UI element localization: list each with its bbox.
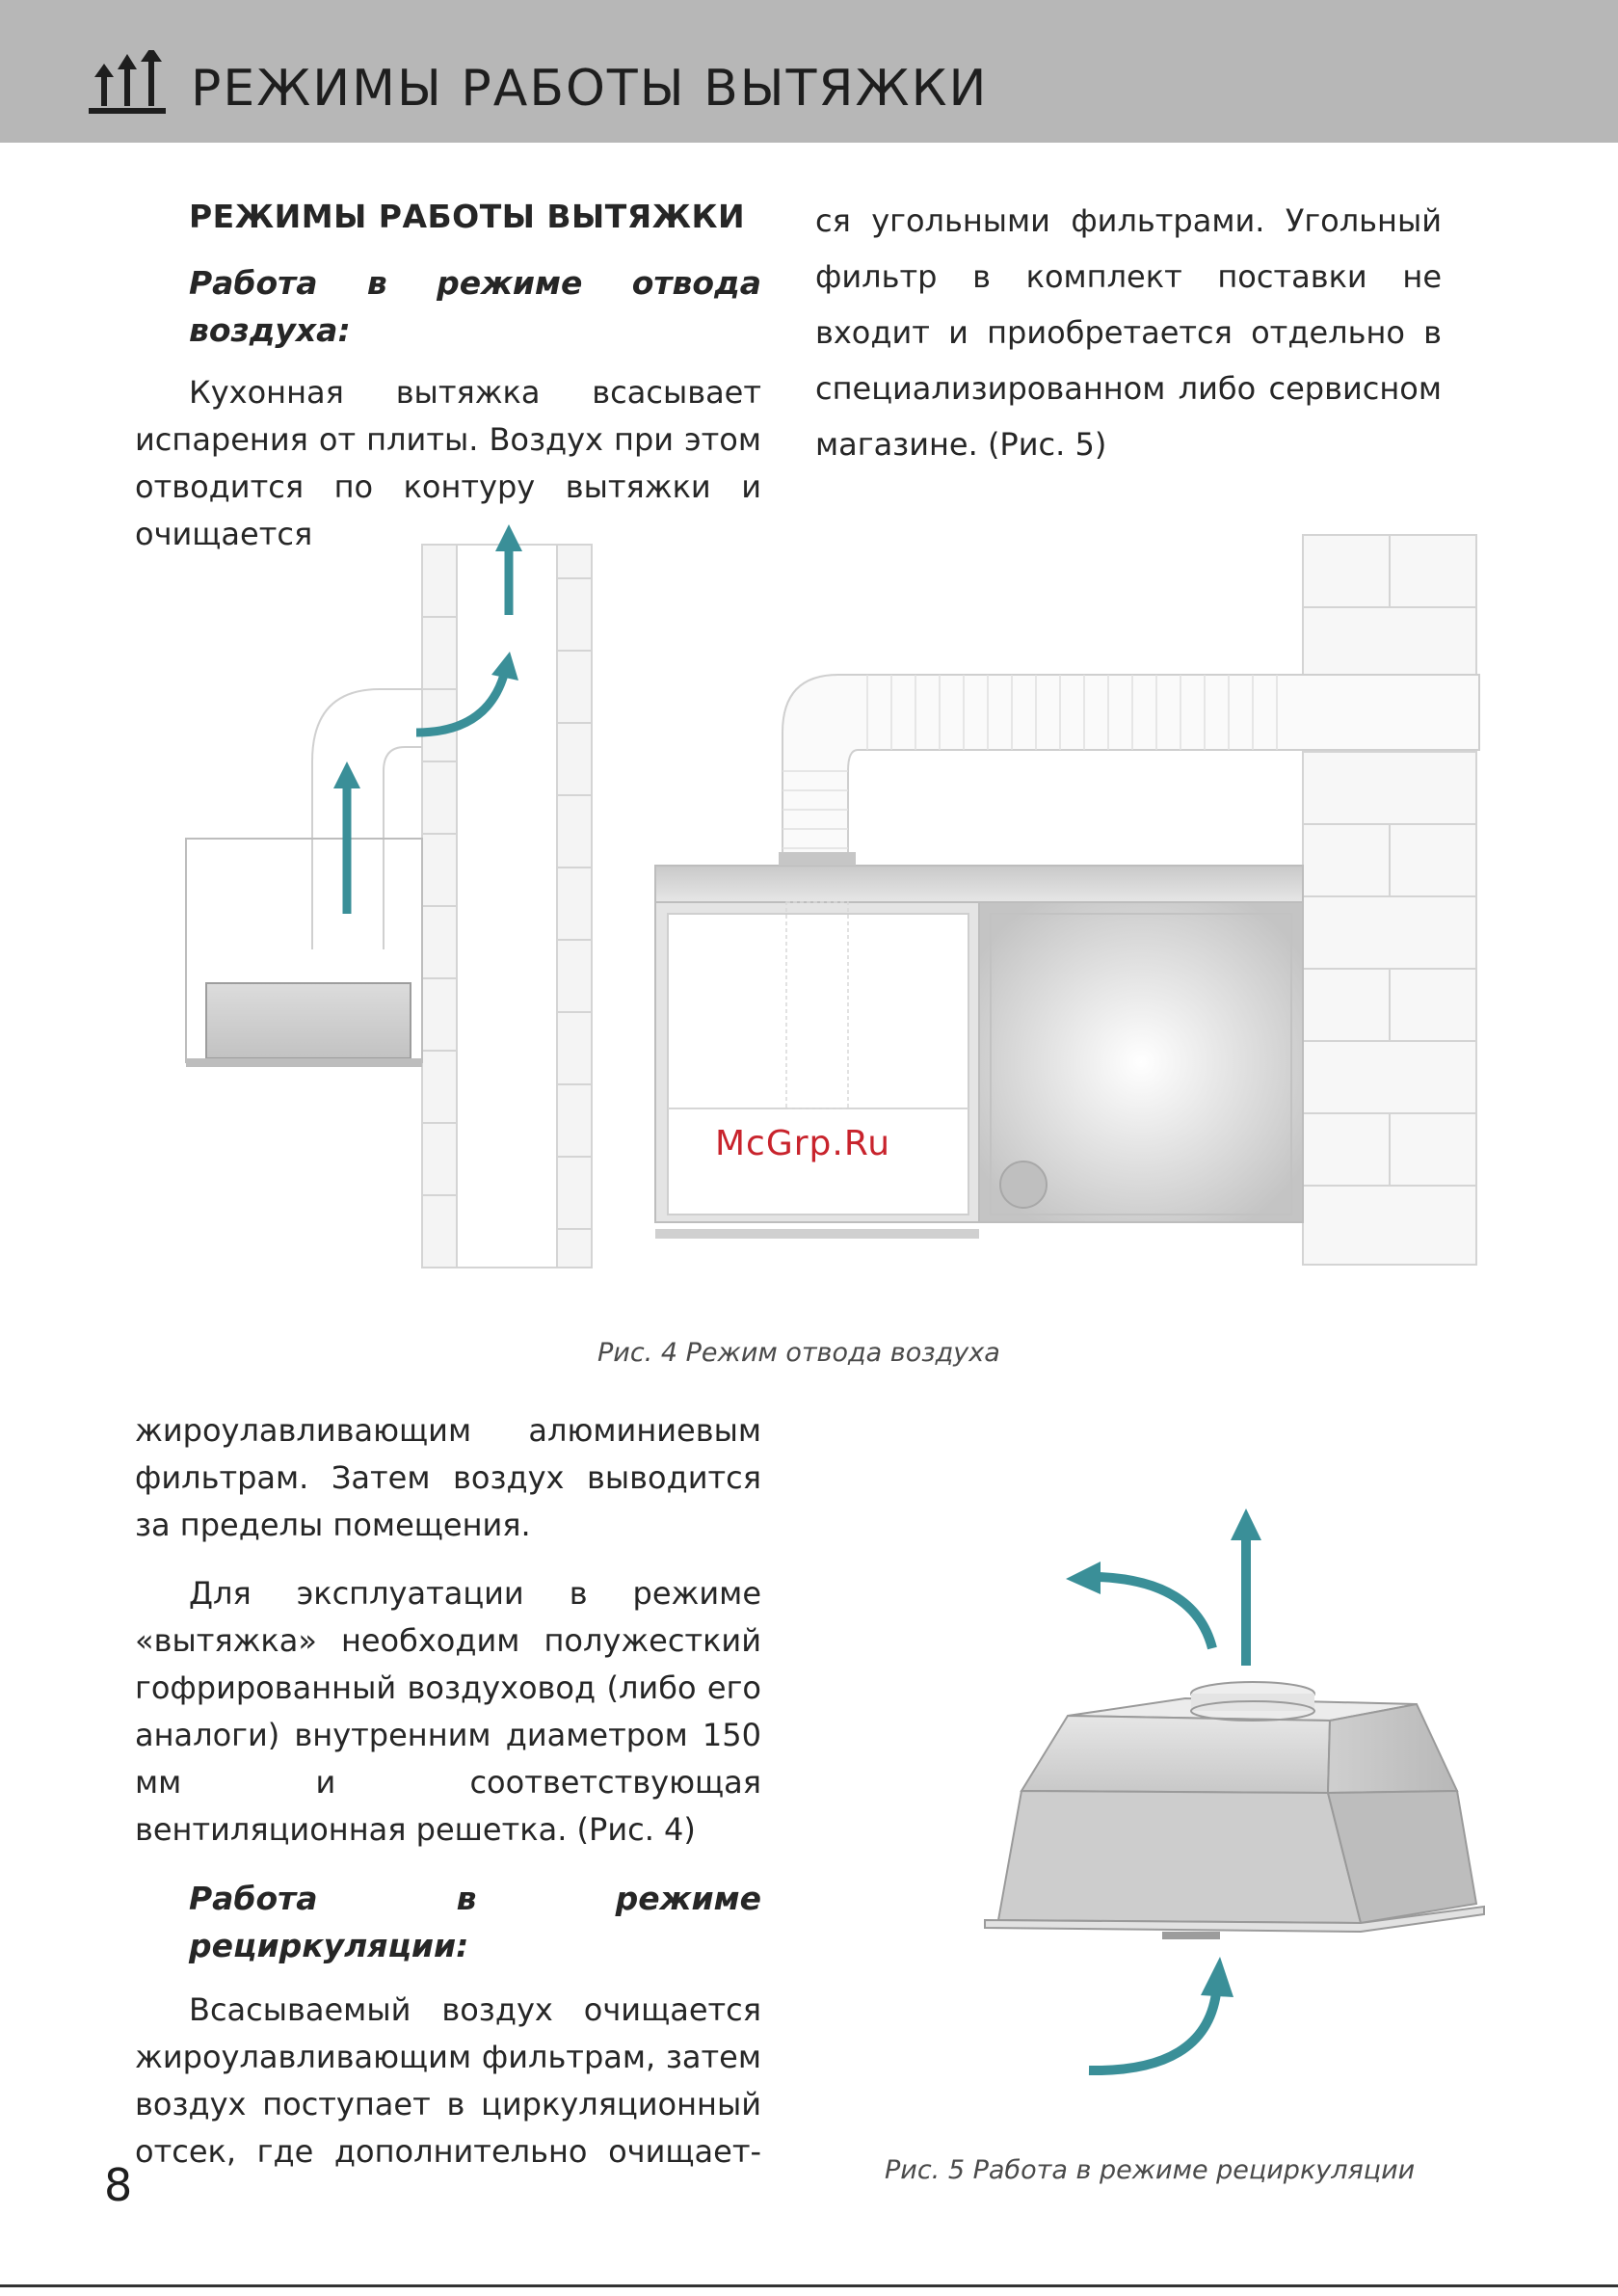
page-header	[0, 0, 1618, 143]
bottom-rule	[0, 2284, 1618, 2287]
exhaust-paragraph-1: Кухонная вытяжка всасывает испарения от плиты. Воздух при этом отводится по контуру вытяжки и очищается	[135, 374, 761, 552]
figure-5-recirculation-diagram	[973, 1484, 1494, 2101]
left-hood	[186, 839, 422, 1067]
exhaust-mode-heading: Работа в режиме отвода воздуха:	[189, 264, 761, 349]
intro-left-column	[135, 193, 761, 558]
recirculation-heading: Работа в режиме рециркуляции:	[189, 1880, 761, 1964]
kitchen-cabinet	[655, 852, 1303, 1239]
exhaust-paragraph-1-continued: жироулавливающим алюминиевым фильтрам. Затем воздух выводится за пределы помещения.	[135, 1412, 761, 1543]
three-arrows-up-icon	[89, 50, 166, 118]
intro-right-column	[815, 193, 1442, 472]
section-heading: РЕЖИМЫ РАБОТЫ ВЫТЯЖКИ	[189, 198, 746, 235]
watermark: McGrp.Ru	[715, 1124, 891, 1163]
figure-5-caption: Рис. 5 Работа в режиме рециркуляции	[885, 2155, 1416, 2185]
hood-body	[985, 1682, 1484, 1939]
exhaust-paragraph-2: Для эксплуатации в режиме «вытяжка» необходим полужесткий гофрированный воздуховод (либо его аналоги) внутренним диаметром 150 мм и соответствующая вентиляционная решетка. (Рис. 4)	[135, 1575, 761, 1848]
right-wall	[1303, 535, 1476, 1265]
left-duct	[312, 689, 422, 949]
body-left-column	[135, 1407, 761, 2176]
page-title: РЕЖИМЫ РАБОТЫ ВЫТЯЖКИ	[191, 60, 989, 118]
figure-4-caption: Рис. 4 Режим отвода воздуха	[597, 1338, 1000, 1368]
page-number: 8	[104, 2159, 133, 2211]
recirculation-paragraph: Всасываемый воздух очищается жироулавливающим фильтрам, затем воздух поступает в циркуляционный отсек, где дополнительно очищает-	[135, 1991, 761, 2170]
carbon-filter-paragraph: ся угольными фильтрами. Угольный фильтр в комплект поставки не входит и приобретается отдельно в специализированном либо сервисном магазине. (Рис. 5)	[815, 202, 1442, 463]
left-wall	[422, 545, 592, 1268]
